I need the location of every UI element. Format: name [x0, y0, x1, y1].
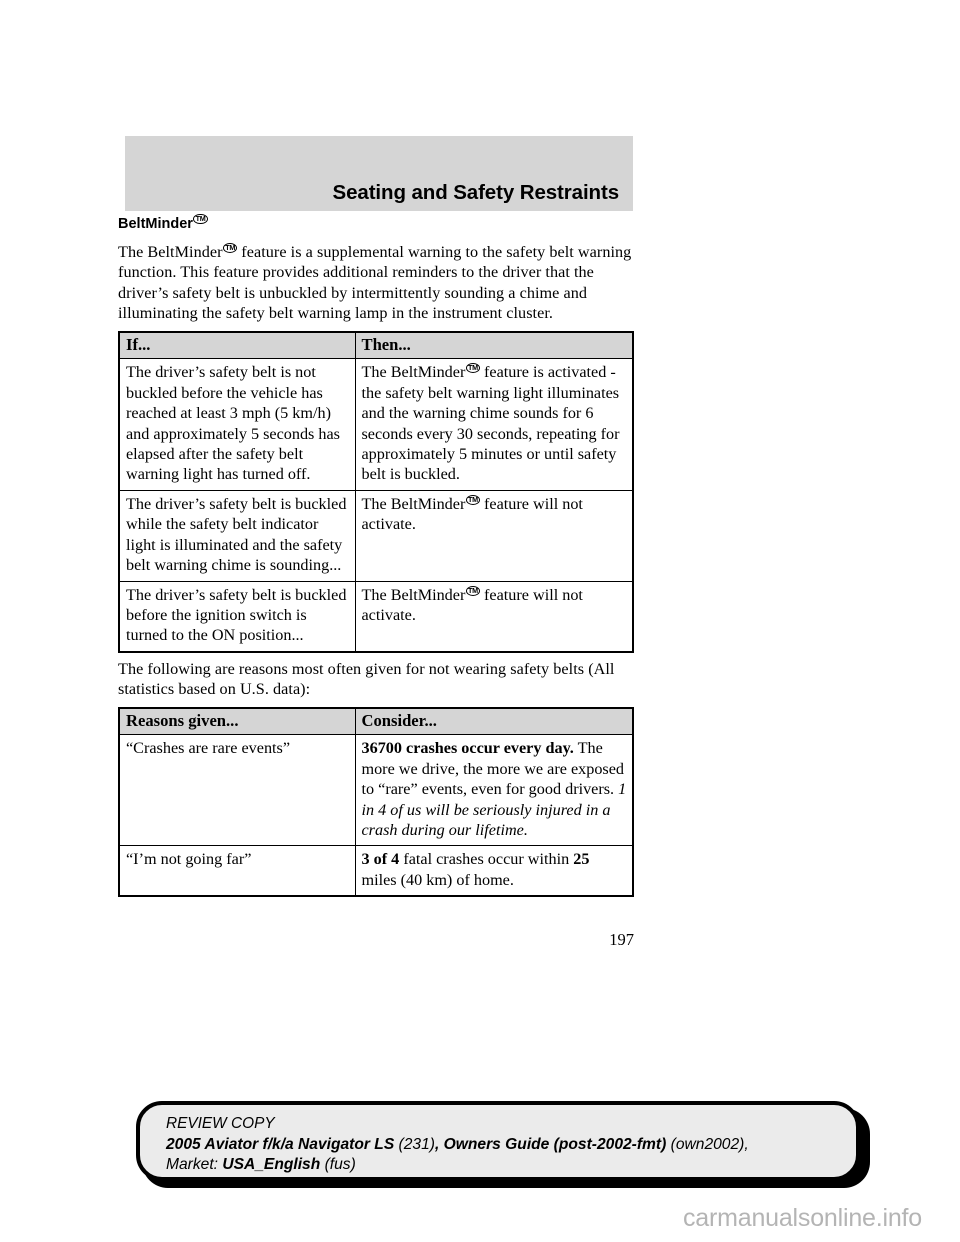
cell-text-b: feature will not activate.: [361, 494, 583, 534]
table-header-row: [119, 708, 633, 735]
chapter-header-banner: [125, 136, 633, 211]
trademark-icon: TM: [193, 214, 207, 224]
reasons-table: [118, 707, 634, 897]
intro-text-b: feature is a supplemental warning to the safety belt warning function. This feature provides additional reminders to the driver that the driver’s safety belt is unbuckled by intermittently sounding a chime and illuminating the safety belt warning lamp in the instrument cluster.: [118, 242, 632, 323]
review-copy-label: REVIEW COPY: [166, 1115, 275, 1132]
cell-text-a: The BeltMinder: [361, 494, 466, 513]
vehicle-model: 2005 Aviator f/k/a Navigator LS: [166, 1135, 395, 1153]
column-header-then: Then...: [355, 332, 633, 359]
table-row: [119, 490, 633, 581]
review-copy-content: [166, 1114, 844, 1176]
document-title-line: [166, 1135, 844, 1156]
cell-text-bold: 3 of 4: [361, 850, 400, 869]
cell-consider: [355, 735, 633, 846]
cell-if: The driver’s safety belt is buckled before the ignition switch is turned to the ON position...: [119, 581, 355, 652]
cell-text-italic: 1 in 4 of us will be seriously injured in a crash during our lifetime.: [361, 780, 627, 839]
section-heading: [118, 214, 634, 233]
market-line: [166, 1155, 844, 1176]
beltminder-conditions-table: [118, 331, 634, 653]
section-heading-text: BeltMinder: [118, 216, 193, 232]
trademark-icon: TM: [466, 495, 480, 505]
chapter-title: Seating and Safety Restraints: [332, 181, 619, 204]
cell-reason: “I’m not going far”: [119, 846, 355, 896]
page-number: 197: [609, 930, 634, 949]
column-header-consider: Consider...: [355, 708, 633, 735]
cell-reason: “Crashes are rare events”: [119, 735, 355, 846]
table-row: [119, 735, 633, 846]
guide-code: (own2002),: [666, 1135, 749, 1153]
market-code: (fus): [320, 1156, 356, 1174]
column-header-if: If...: [119, 332, 355, 359]
table-row: [119, 846, 633, 896]
market-label: Market:: [166, 1156, 223, 1174]
statistics-intro-paragraph: The following are reasons most often given for not wearing safety belts (All statistics based on U.S. data):: [118, 659, 615, 699]
guide-name: , Owners Guide (post-2002-fmt): [434, 1135, 667, 1153]
cell-then: [355, 490, 633, 581]
cell-text-a: The BeltMinder: [361, 585, 466, 604]
page-content: [118, 214, 634, 903]
intro-paragraph: [118, 242, 634, 324]
table-row: [119, 359, 633, 490]
market-value: USA_English: [222, 1156, 321, 1174]
cell-consider: [355, 846, 633, 896]
cell-if: The driver’s safety belt is buckled while the safety belt indicator light is illuminated and the safety belt warning chime is sounding...: [119, 490, 355, 581]
cell-then: [355, 581, 633, 652]
table-row: [119, 581, 633, 652]
cell-text-a: The BeltMinder: [361, 363, 466, 382]
cell-text-b: feature is activated - the safety belt warning light illuminates and the warning chime sounds for 6 seconds every 30 seconds, repeating for approximately 5 minutes or until safety belt is buckled.: [361, 363, 620, 484]
cell-text-normal: fatal crashes occur within: [399, 850, 574, 869]
cell-text-bold: 36700 crashes occur every day.: [361, 739, 574, 758]
cell-text-normal: The more we drive, the more we are exposed to “rare” events, even for good drivers.: [361, 739, 624, 799]
trademark-icon: TM: [466, 363, 480, 373]
column-header-reasons: Reasons given...: [119, 708, 355, 735]
cell-then: [355, 359, 633, 490]
trademark-icon: TM: [466, 586, 480, 596]
review-copy-box: [136, 1101, 860, 1181]
table-header-row: [119, 332, 633, 359]
trademark-icon: TM: [223, 243, 237, 253]
cell-text-bold: 25: [573, 850, 590, 869]
cell-text-normal: miles (40 km) of home.: [361, 870, 514, 889]
intro-text-a: The BeltMinder: [118, 242, 223, 261]
cell-text-b: feature will not activate.: [361, 585, 583, 624]
cell-if: The driver’s safety belt is not buckled before the vehicle has reached at least 3 mph (5 km/h) and approximately 5 seconds has elapsed after the safety belt warning light has turned off.: [119, 359, 355, 490]
vehicle-code: (231): [394, 1135, 435, 1153]
site-watermark: carmanualsonline.info: [682, 1204, 922, 1232]
